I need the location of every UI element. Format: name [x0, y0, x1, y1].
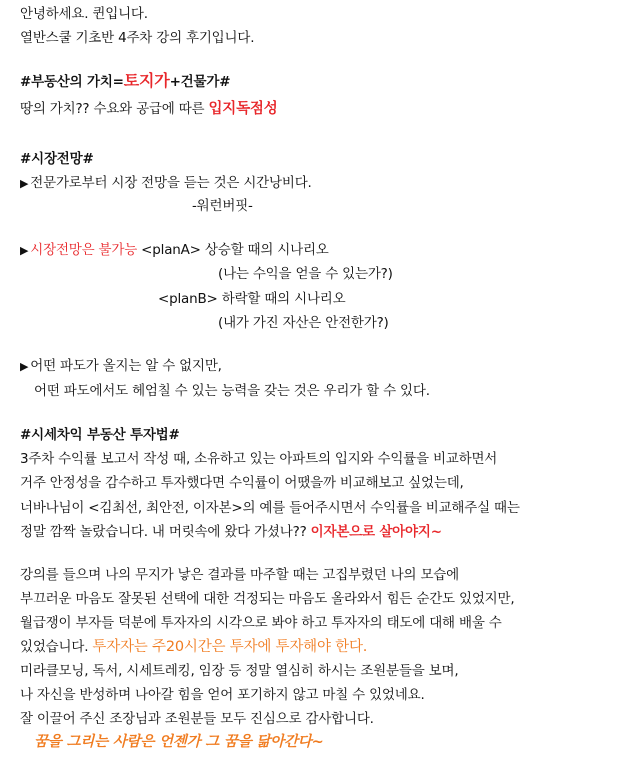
greeting-line: 안녕하세요. 퀸입니다. — [20, 6, 148, 22]
subtitle-line: 열반스쿨 기초반 4주차 강의 후기입니다. — [20, 30, 255, 46]
review-line-2: 거주 안정성을 감수하고 투자했다면 수익률이 어땠을까 비교해보고 싶었는데, — [20, 475, 464, 491]
review-line-8-text: 있었습니다. — [20, 639, 93, 655]
review-line-5: 강의를 들으며 나의 무지가 낳은 결과를 마주할 때는 고집부렸던 나의 모습에 — [20, 567, 459, 583]
review-line-6: 부끄러운 마음도 잘못된 선택에 대한 걱정되는 마음도 올라와서 힘든 순간도 있었지만, — [20, 591, 515, 607]
arrow-icon: ▶ — [20, 360, 29, 373]
value-text-line — [20, 100, 278, 118]
review-line-10: 나 자신을 반성하며 나아갈 힘을 얻어 포기하지 않고 마칠 수 있었네요. — [20, 687, 425, 703]
review-line-11: 잘 이끌어 주신 조장님과 조원분들 모두 진심으로 감사합니다. — [20, 711, 374, 727]
market-line-4: <planB> 하락할 때의 시나리오 — [158, 291, 346, 307]
review-line-1: 3주차 수익률 보고서 작성 때, 소유하고 있는 아파트의 입지와 수익률을 비교하면서 — [20, 451, 498, 467]
value-text-prefix: 땅의 가치?? 수요와 공급에 따른 — [20, 101, 209, 117]
market-line-6-text: 어떤 파도가 올지는 알 수 없지만, — [30, 358, 222, 374]
review-line-9: 미라클모닝, 독서, 시세트레킹, 임장 등 정말 열심히 하시는 조원분들을 보며, — [20, 663, 459, 679]
market-line-5: (내가 가진 자산은 안전한가?) — [218, 315, 389, 331]
review-line-8-highlight: 투자자는 주20시간은 투자에 투자해야 한다. — [92, 639, 368, 655]
review-line-3: 너바나님이 <김최선, 최안전, 이자본>의 예를 들어주시면서 수익률을 비교해주실 때는 — [20, 500, 520, 516]
market-line-3: (나는 수익을 얻을 수 있는가?) — [218, 266, 393, 282]
market-line-1-text: 전문가로부터 시장 전망을 듣는 것은 시간낭비다. — [30, 175, 312, 191]
review-line-4-text: 정말 깜짝 놀랐습니다. 내 머릿속에 왔다 가셨나?? — [20, 524, 311, 540]
review-line-4-highlight: 이자본으로 살아야지~ — [310, 524, 442, 540]
market-line-1 — [20, 174, 312, 193]
market-line-7: 어떤 파도에서도 헤엄칠 수 있는 능력을 갖는 것은 우리가 할 수 있다. — [34, 383, 430, 399]
review-line-7: 월급쟁이 부자들 덕분에 투자자의 시각으로 봐야 하고 투자자의 태도에 대해 배울 수 — [20, 615, 502, 631]
section-heading-investment: #시세차익 부동산 투자법# — [20, 427, 180, 443]
value-text-highlight: 입지독점성 — [208, 101, 278, 117]
market-line-2 — [20, 241, 329, 260]
market-line-6 — [20, 357, 222, 376]
review-line-4 — [20, 523, 442, 541]
heading-prefix: #부동산의 가치= — [20, 74, 124, 90]
closing-quote: 꿈을 그리는 사람은 언젠가 그 꿈을 닮아간다~ — [34, 734, 324, 750]
heading-suffix: +건물가# — [169, 74, 231, 90]
buffett-quote: -워런버핏- — [192, 198, 253, 214]
market-line-2-red: 시장전망은 불가능 — [30, 242, 138, 258]
section-heading-value — [20, 72, 230, 91]
section-heading-market: #시장전망# — [20, 151, 94, 167]
arrow-icon: ▶ — [20, 177, 29, 190]
review-line-8 — [20, 638, 367, 656]
arrow-icon: ▶ — [20, 244, 29, 257]
market-line-2-rest: <planA> 상승할 때의 시나리오 — [137, 242, 329, 258]
heading-highlight: 토지가 — [123, 71, 170, 90]
